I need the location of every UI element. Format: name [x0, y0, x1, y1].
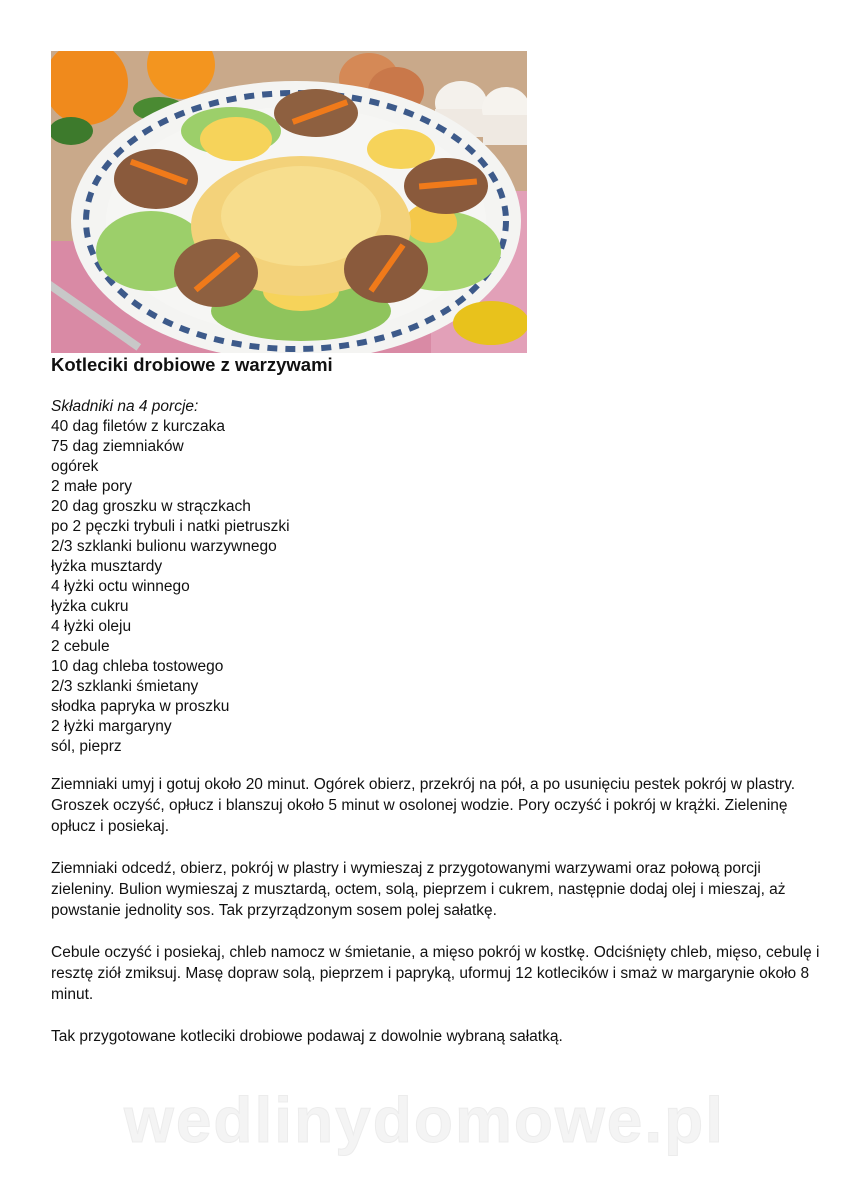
step-paragraph: Ziemniaki umyj i gotuj około 20 minut. Ogórek obierz, przekrój na pół, a po usunięciu pestek pokrój w plastry. Groszek oczyść, opłucz i blanszuj około 5 minut w osolonej wodzie. Pory oczyść i pokrój w krążki. Zieleninę opłucz i posiekaj. [51, 776, 796, 835]
recipe-title: Kotleciki drobiowe z warzywami [51, 354, 333, 375]
ingredient-item: 4 łyżki octu winnego [51, 578, 190, 595]
ingredient-item: słodka papryka w proszku [51, 698, 230, 715]
ingredient-item: 20 dag groszku w strączkach [51, 498, 251, 515]
ingredient-item: 2 łyżki margaryny [51, 718, 172, 735]
ingredient-item: 2/3 szklanki śmietany [51, 678, 199, 695]
ingredient-item: łyżka musztardy [51, 558, 163, 575]
ingredients-heading: Składniki na 4 porcje: [51, 398, 199, 415]
step-paragraph: Ziemniaki odcedź, obierz, pokrój w plastry i wymieszaj z przygotowanymi warzywami oraz połową porcji zieleniny. Bulion wymieszaj z musztardą, octem, solą, pieprzem i cukrem, następnie dodaj olej i mieszaj, aż powstanie jednolity sos. Tak przyrządzonym sosem polej sałatkę. [51, 860, 786, 919]
dish-illustration [51, 51, 527, 353]
ingredient-item: sól, pieprz [51, 738, 122, 755]
step-paragraph: Cebule oczyść i posiekaj, chleb namocz w śmietanie, a mięso pokrój w kostkę. Odciśnięty chleb, mięso, cebulę i resztę ziół zmiksuj. Masę dopraw solą, pieprzem i papryką, uformuj 12 kotlecików i smaż w margarynie około 8 minut. [51, 944, 820, 1003]
ingredient-item: łyżka cukru [51, 598, 129, 615]
watermark: wedlinydomowe.pl [124, 1084, 725, 1156]
ingredient-list [51, 397, 290, 757]
ingredient-item: 2/3 szklanki bulionu warzywnego [51, 538, 277, 555]
ingredient-item: 2 cebule [51, 638, 110, 655]
ingredient-item: ogórek [51, 458, 99, 475]
ingredient-item: 4 łyżki oleju [51, 618, 132, 635]
step-paragraph: Tak przygotowane kotleciki drobiowe podawaj z dowolnie wybraną sałatką. [51, 1028, 563, 1045]
dish-photo [51, 51, 527, 353]
ingredient-item: 2 małe pory [51, 478, 132, 495]
preparation-steps [51, 774, 821, 1068]
ingredient-item: 10 dag chleba tostowego [51, 658, 224, 675]
ingredient-item: 40 dag filetów z kurczaka [51, 418, 226, 435]
ingredient-item: 75 dag ziemniaków [51, 438, 184, 455]
ingredient-item: po 2 pęczki trybuli i natki pietruszki [51, 518, 290, 535]
